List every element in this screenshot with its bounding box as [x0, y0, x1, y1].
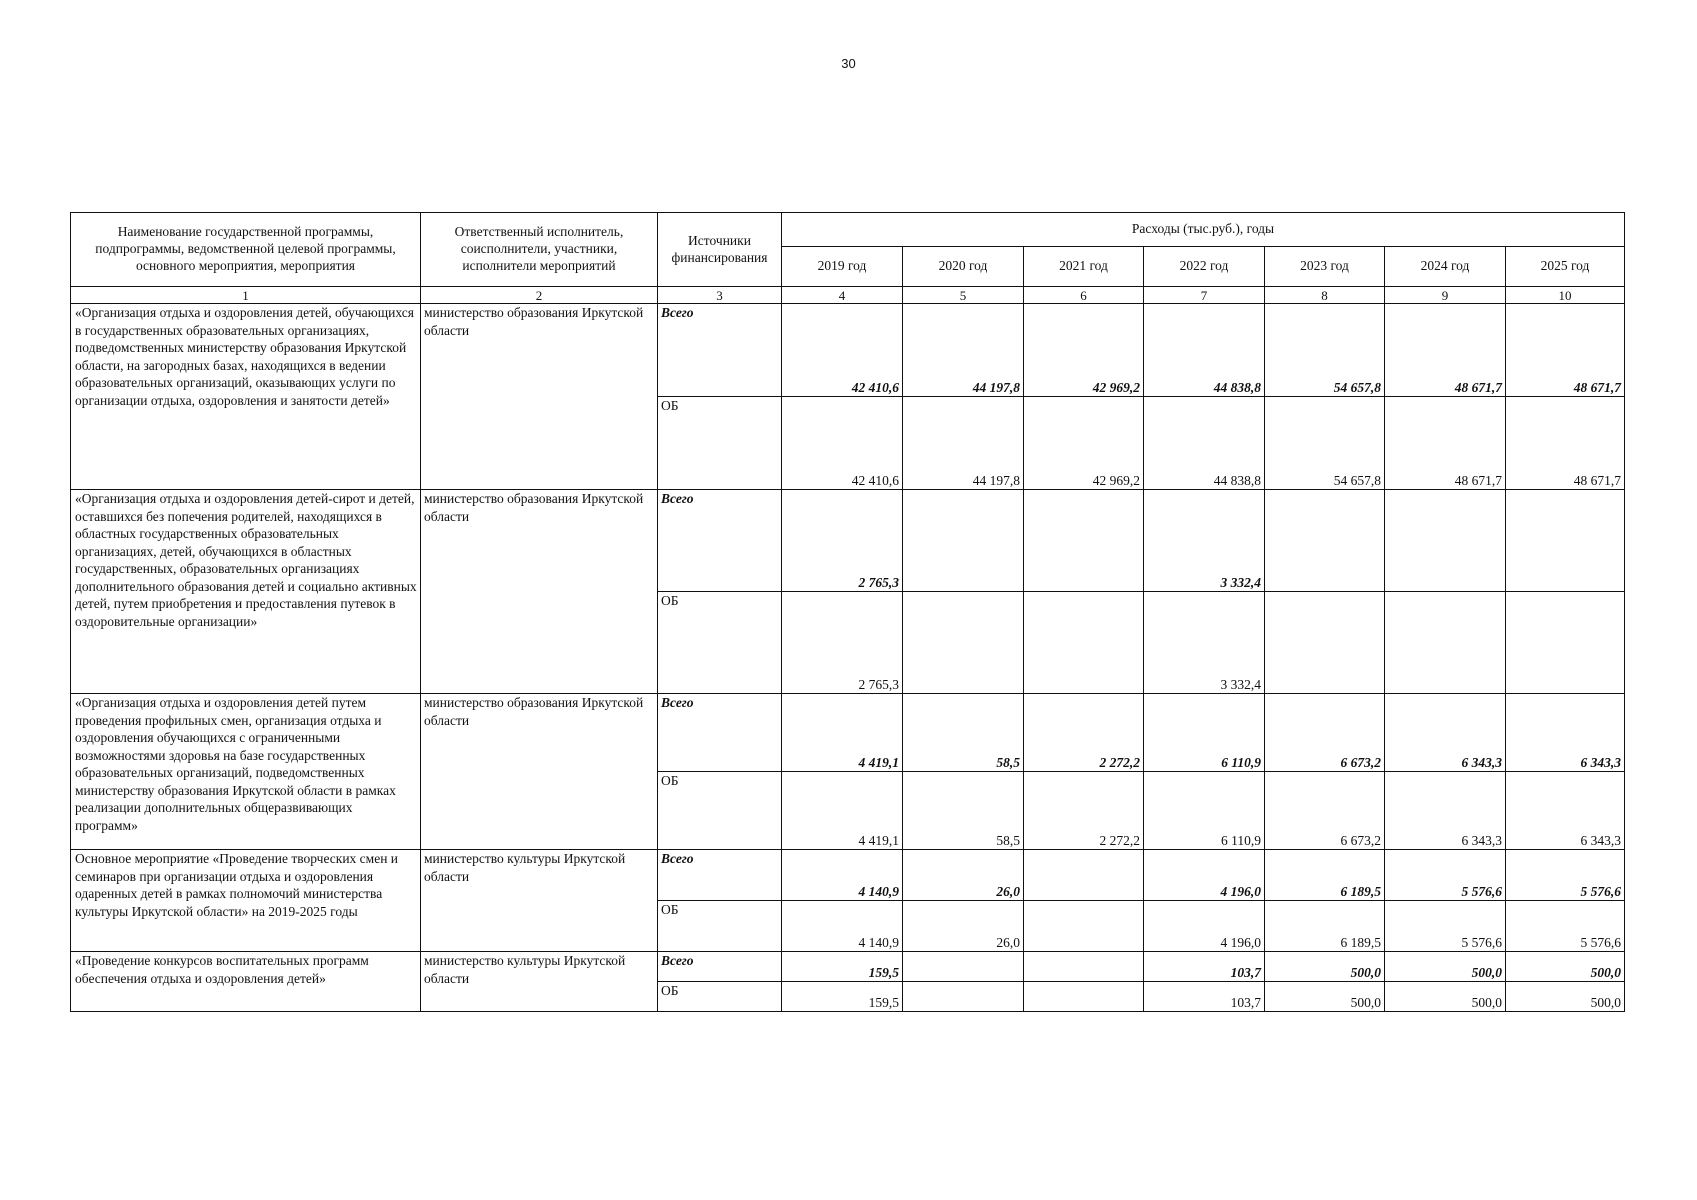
- header-year: 2022 год: [1144, 247, 1265, 287]
- total-value: [1506, 490, 1625, 592]
- activity-name: «Проведение конкурсов воспитательных программ обеспечения отдыха и оздоровления детей»: [71, 952, 421, 1012]
- page-number: 30: [841, 56, 856, 71]
- total-value: [1024, 850, 1144, 901]
- total-value: 159,5: [782, 952, 903, 982]
- budget-table: [70, 212, 1625, 1012]
- activity-name: «Организация отдыха и оздоровления детей путем проведения профильных смен, организация отдыха и оздоровления обучающихся с ограниченными возможностями здоровья на базе государственных образовательных организаций, подведомственных министерству образования Иркутской области в рамках реализации дополнительных общеразвивающих программ»: [71, 694, 421, 850]
- ob-value: 500,0: [1506, 982, 1625, 1012]
- total-value: 48 671,7: [1385, 304, 1506, 397]
- ob-value: 103,7: [1144, 982, 1265, 1012]
- header-year: 2019 год: [782, 247, 903, 287]
- table-row: [71, 304, 1625, 397]
- ob-value: [1024, 982, 1144, 1012]
- header-year: 2021 год: [1024, 247, 1144, 287]
- total-value: [1265, 490, 1385, 592]
- column-number: 7: [1144, 287, 1265, 304]
- ob-value: 2 765,3: [782, 592, 903, 694]
- column-number: 6: [1024, 287, 1144, 304]
- total-value: 4 419,1: [782, 694, 903, 772]
- total-value: 4 140,9: [782, 850, 903, 901]
- total-value: 3 332,4: [1144, 490, 1265, 592]
- total-value: 58,5: [903, 694, 1024, 772]
- ob-value: 6 343,3: [1506, 772, 1625, 850]
- total-value: [1024, 952, 1144, 982]
- ob-value: 5 576,6: [1385, 901, 1506, 952]
- activity-name: Основное мероприятие «Проведение творческих смен и семинаров при организации отдыха и оздоровления одаренных детей в рамках полномочий министерства культуры Иркутской области» на 2019-2025 годы: [71, 850, 421, 952]
- header-executor: Ответственный исполнитель, соисполнители, участники, исполнители мероприятий: [421, 213, 658, 287]
- table-row: [71, 694, 1625, 772]
- source-total-label: Всего: [658, 952, 782, 982]
- ob-value: [1265, 592, 1385, 694]
- header-source: Источники финансирования: [658, 213, 782, 287]
- source-ob-label: ОБ: [658, 397, 782, 490]
- activity-executor: министерство культуры Иркутской области: [421, 952, 658, 1012]
- ob-value: 2 272,2: [1024, 772, 1144, 850]
- ob-value: 3 332,4: [1144, 592, 1265, 694]
- total-value: 6 110,9: [1144, 694, 1265, 772]
- column-number: 8: [1265, 287, 1385, 304]
- total-value: 500,0: [1265, 952, 1385, 982]
- total-value: 5 576,6: [1506, 850, 1625, 901]
- activity-executor: министерство образования Иркутской области: [421, 694, 658, 850]
- total-value: 2 765,3: [782, 490, 903, 592]
- ob-value: [903, 982, 1024, 1012]
- column-number: 10: [1506, 287, 1625, 304]
- ob-value: 44 838,8: [1144, 397, 1265, 490]
- total-value: 5 576,6: [1385, 850, 1506, 901]
- ob-value: [1024, 592, 1144, 694]
- source-total-label: Всего: [658, 304, 782, 397]
- ob-value: 58,5: [903, 772, 1024, 850]
- ob-value: 500,0: [1385, 982, 1506, 1012]
- header-year: 2020 год: [903, 247, 1024, 287]
- header-year: 2023 год: [1265, 247, 1385, 287]
- total-value: 6 343,3: [1385, 694, 1506, 772]
- total-value: 44 838,8: [1144, 304, 1265, 397]
- activity-executor: министерство культуры Иркутской области: [421, 850, 658, 952]
- total-value: [903, 490, 1024, 592]
- total-value: 6 189,5: [1265, 850, 1385, 901]
- source-ob-label: ОБ: [658, 592, 782, 694]
- column-number: 9: [1385, 287, 1506, 304]
- total-value: 44 197,8: [903, 304, 1024, 397]
- source-total-label: Всего: [658, 850, 782, 901]
- total-value: [1385, 490, 1506, 592]
- ob-value: 6 343,3: [1385, 772, 1506, 850]
- ob-value: 4 140,9: [782, 901, 903, 952]
- ob-value: 159,5: [782, 982, 903, 1012]
- column-number: 3: [658, 287, 782, 304]
- column-number: 2: [421, 287, 658, 304]
- ob-value: 6 189,5: [1265, 901, 1385, 952]
- ob-value: [1506, 592, 1625, 694]
- total-value: 500,0: [1506, 952, 1625, 982]
- total-value: [903, 952, 1024, 982]
- total-value: 42 410,6: [782, 304, 903, 397]
- ob-value: 44 197,8: [903, 397, 1024, 490]
- source-ob-label: ОБ: [658, 772, 782, 850]
- ob-value: [1385, 592, 1506, 694]
- ob-value: 4 419,1: [782, 772, 903, 850]
- source-ob-label: ОБ: [658, 901, 782, 952]
- table-row: [71, 850, 1625, 901]
- total-value: 2 272,2: [1024, 694, 1144, 772]
- source-ob-label: ОБ: [658, 982, 782, 1012]
- ob-value: [1024, 901, 1144, 952]
- total-value: [1024, 490, 1144, 592]
- ob-value: 500,0: [1265, 982, 1385, 1012]
- header-name: Наименование государственной программы, подпрограммы, ведомственной целевой программы, основного мероприятия, мероприятия: [71, 213, 421, 287]
- header-year: 2024 год: [1385, 247, 1506, 287]
- ob-value: 6 673,2: [1265, 772, 1385, 850]
- total-value: 54 657,8: [1265, 304, 1385, 397]
- ob-value: 5 576,6: [1506, 901, 1625, 952]
- activity-executor: министерство образования Иркутской области: [421, 304, 658, 490]
- total-value: 500,0: [1385, 952, 1506, 982]
- column-number: 5: [903, 287, 1024, 304]
- ob-value: [903, 592, 1024, 694]
- ob-value: 26,0: [903, 901, 1024, 952]
- ob-value: 42 410,6: [782, 397, 903, 490]
- header-expenses: Расходы (тыс.руб.), годы: [782, 213, 1625, 247]
- activity-name: «Организация отдыха и оздоровления детей-сирот и детей, оставшихся без попечения родителей, находящихся в областных государственных образовательных организациях, детей, обучающихся в областных государственных, образовательных организациях дополнительного образования детей и социально активных детей, путем приобретения и предоставления путевок в оздоровительные организации»: [71, 490, 421, 694]
- table-row: [71, 490, 1625, 592]
- total-value: 103,7: [1144, 952, 1265, 982]
- ob-value: 4 196,0: [1144, 901, 1265, 952]
- ob-value: 48 671,7: [1385, 397, 1506, 490]
- ob-value: 6 110,9: [1144, 772, 1265, 850]
- activity-executor: министерство образования Иркутской области: [421, 490, 658, 694]
- total-value: 48 671,7: [1506, 304, 1625, 397]
- header-year: 2025 год: [1506, 247, 1625, 287]
- activity-name: «Организация отдыха и оздоровления детей, обучающихся в государственных образовательных организациях, подведомственных министерству образования Иркутской области, на загородных базах, находящихся в ведении образовательных организаций, оказывающих услуги по организации отдыха, оздоровления и занятости детей»: [71, 304, 421, 490]
- ob-value: 42 969,2: [1024, 397, 1144, 490]
- table-row: [71, 952, 1625, 982]
- total-value: 6 673,2: [1265, 694, 1385, 772]
- source-total-label: Всего: [658, 490, 782, 592]
- ob-value: 48 671,7: [1506, 397, 1625, 490]
- total-value: 6 343,3: [1506, 694, 1625, 772]
- column-number: 1: [71, 287, 421, 304]
- column-number: 4: [782, 287, 903, 304]
- total-value: 26,0: [903, 850, 1024, 901]
- source-total-label: Всего: [658, 694, 782, 772]
- ob-value: 54 657,8: [1265, 397, 1385, 490]
- total-value: 4 196,0: [1144, 850, 1265, 901]
- total-value: 42 969,2: [1024, 304, 1144, 397]
